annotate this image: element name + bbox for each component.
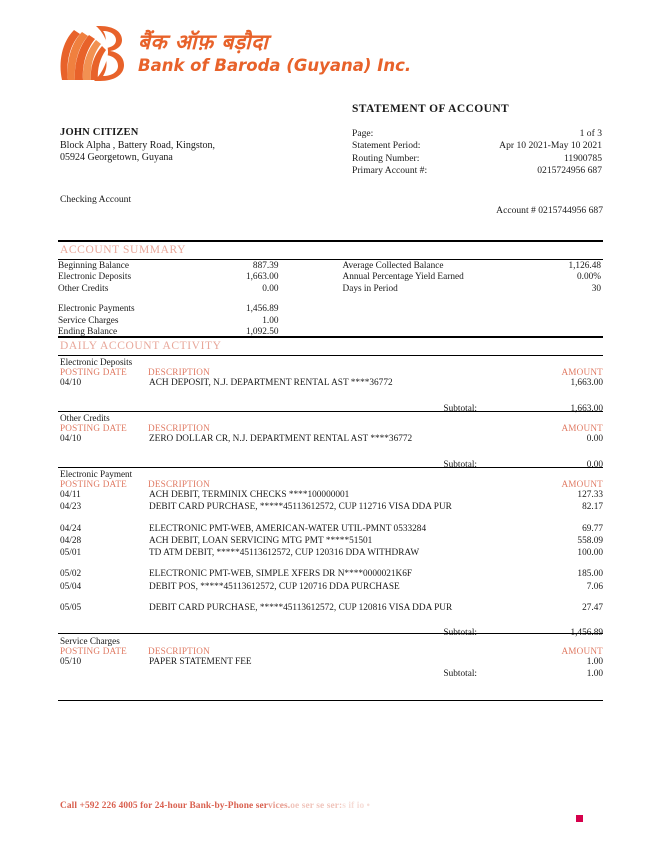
- statement-meta-block: [352, 128, 602, 178]
- txn-amount: 1,663.00: [570, 378, 603, 388]
- txn-description: ZERO DOLLAR CR, N.J. DEPARTMENT RENTAL AST ****36772: [149, 434, 413, 444]
- table-row: [58, 602, 603, 614]
- subtotal-value: 1,663.00: [570, 404, 603, 415]
- column-header-posting-date: POSTING DATE: [60, 423, 127, 433]
- table-row: [58, 581, 603, 593]
- activity-rule-bottom: [58, 700, 603, 701]
- column-header-posting-date: POSTING DATE: [60, 367, 127, 377]
- summary-label: Annual Percentage Yield Earned: [342, 272, 464, 283]
- subtotal-row: [58, 668, 603, 680]
- txn-amount: 69.77: [582, 523, 603, 534]
- subtotal-label: Subtotal:: [443, 460, 477, 471]
- subtotal-label: Subtotal:: [443, 628, 477, 639]
- account-type-label: Checking Account: [60, 194, 132, 205]
- summary-value: 0.00: [262, 283, 279, 294]
- summary-value: 1,456.89: [245, 304, 279, 315]
- summary-left-column: [58, 261, 331, 338]
- txn-description: TD ATM DEBIT, *****45113612572, CUP 120316 DDA WITHDRAW: [149, 548, 420, 559]
- column-header-amount: AMOUNT: [561, 479, 603, 489]
- table-row: [58, 656, 603, 668]
- summary-value: 30: [591, 283, 601, 294]
- txn-date: 05/10: [60, 657, 82, 667]
- column-header-amount: AMOUNT: [561, 423, 603, 433]
- summary-value: 0.00%: [576, 272, 601, 283]
- activity-section-title: [58, 339, 603, 353]
- table-row: [58, 377, 603, 389]
- bank-name-english: Bank of Baroda (Guyana) Inc.: [138, 55, 412, 75]
- group-name: Electronic Deposits: [60, 357, 133, 367]
- txn-date: 04/28: [60, 535, 82, 546]
- footer-text-faded-1: vices.: [267, 801, 291, 811]
- txn-date: 04/11: [60, 490, 81, 500]
- column-headers: [58, 479, 603, 489]
- txn-date: 04/23: [60, 502, 82, 513]
- txn-date: 05/04: [60, 581, 82, 592]
- txn-amount: 100.00: [577, 548, 603, 559]
- column-header-amount: AMOUNT: [561, 646, 603, 656]
- footer-color-mark: [576, 815, 583, 822]
- column-header-amount: AMOUNT: [561, 367, 603, 377]
- summary-label: Other Credits: [58, 283, 109, 294]
- meta-label: Primary Account #:: [352, 165, 428, 177]
- txn-amount: 82.17: [582, 502, 603, 513]
- txn-date: 05/02: [60, 569, 82, 580]
- txn-description: ELECTRONIC PMT-WEB, AMERICAN-WATER UTIL-PMNT 0533284: [149, 523, 427, 534]
- table-row: [58, 547, 603, 559]
- txn-amount: 127.33: [577, 490, 603, 500]
- txn-amount: 7.06: [586, 581, 603, 592]
- txn-amount: 27.47: [582, 603, 603, 614]
- txn-description: PAPER STATEMENT FEE: [149, 657, 252, 667]
- meta-label: Statement Period:: [352, 140, 421, 152]
- summary-label: Beginning Balance: [58, 261, 129, 271]
- column-headers: [58, 367, 603, 377]
- subtotal-value: 0.00: [586, 460, 603, 471]
- summary-rule-top: [58, 240, 603, 242]
- txn-date: 04/24: [60, 523, 82, 534]
- summary-label: Electronic Payments: [58, 304, 135, 315]
- txn-description: ACH DEPOSIT, N.J. DEPARTMENT RENTAL AST ****36772: [149, 378, 393, 388]
- meta-label: Page:: [352, 128, 374, 139]
- summary-label: Service Charges: [58, 315, 119, 326]
- subtotal-label: Subtotal:: [443, 404, 477, 415]
- bank-logo-masthead: [56, 22, 411, 84]
- activity-group-other-credits: [58, 412, 603, 471]
- txn-description: ACH DEBIT, LOAN SERVICING MTG PMT *****51501: [149, 535, 373, 546]
- table-row: [58, 433, 603, 445]
- summary-label: Ending Balance: [58, 327, 118, 338]
- subtotal-label: Subtotal:: [443, 669, 477, 680]
- footer-text-faded-2: oe ser se ser:: [290, 801, 343, 811]
- txn-amount: 558.09: [577, 535, 603, 546]
- summary-label: Days in Period: [342, 283, 398, 294]
- summary-row-electronic-deposits: [58, 272, 331, 283]
- table-row: [58, 535, 603, 547]
- footer-text-faded-3: s if io •: [342, 801, 371, 811]
- customer-address-line2: 05924 Georgetown, Guyana: [60, 152, 173, 164]
- summary-value: 1,092.50: [245, 327, 279, 338]
- summary-row-days-in-period: [343, 284, 604, 295]
- bank-name-hindi: बैंक ऑफ़ बड़ौदा: [138, 29, 269, 54]
- page-title: STATEMENT OF ACCOUNT: [352, 103, 510, 115]
- meta-row-page: [352, 128, 602, 140]
- meta-label: Routing Number:: [352, 152, 420, 164]
- subtotal-value: 1,456.89: [570, 628, 603, 639]
- table-row: [58, 489, 603, 501]
- summary-value: 1.00: [262, 315, 279, 326]
- activity-group-electronic-payment: [58, 468, 603, 639]
- footer-contact-note: [60, 801, 370, 811]
- meta-row-statement-period: [352, 140, 602, 152]
- summary-row-beginning-balance: [58, 261, 331, 272]
- summary-value: 1,126.48: [568, 261, 601, 271]
- customer-address-line1: Block Alpha , Battery Road, Kingston,: [60, 139, 215, 151]
- meta-row-routing-number: [352, 153, 602, 165]
- summary-value: 1,663.00: [245, 272, 279, 283]
- activity-title-text: DAILY ACCOUNT ACTIVITY: [60, 340, 222, 352]
- subtotal-value: 1.00: [586, 669, 603, 680]
- customer-name: JOHN CITIZEN: [60, 127, 139, 138]
- txn-amount: 0.00: [586, 434, 603, 444]
- meta-value: 11900785: [563, 152, 602, 164]
- txn-description: DEBIT CARD PURCHASE, *****45113612572, CUP 120816 VISA DDA PUR: [149, 603, 453, 614]
- txn-date: 05/01: [60, 548, 82, 559]
- column-headers: [58, 423, 603, 433]
- summary-right-column: [331, 261, 604, 338]
- group-name: Other Credits: [60, 413, 110, 423]
- column-headers: [58, 646, 603, 656]
- meta-row-primary-account: [352, 165, 602, 177]
- column-header-description: DESCRIPTION: [148, 367, 210, 377]
- footer-text-main: Call +592 226 4005 for 24-hour Bank-by-Phone ser: [60, 801, 268, 811]
- column-header-posting-date: POSTING DATE: [60, 646, 127, 656]
- meta-value: 1 of 3: [579, 128, 602, 139]
- summary-value: 887.39: [252, 261, 279, 271]
- summary-section-title: [58, 243, 603, 257]
- group-name: Electronic Payment: [60, 469, 133, 479]
- activity-group-service-charges: [58, 635, 603, 680]
- summary-rule-under-title: [58, 259, 603, 260]
- txn-amount: 185.00: [577, 569, 603, 580]
- activity-rule-top: [58, 336, 603, 338]
- table-row: [58, 568, 603, 580]
- txn-date: 04/10: [60, 378, 82, 388]
- group-name: Service Charges: [60, 636, 120, 646]
- customer-address-block: [60, 127, 215, 165]
- activity-group-electronic-deposits: [58, 356, 603, 415]
- txn-date: 05/05: [60, 603, 82, 614]
- meta-value: Apr 10 2021-May 10 2021: [499, 140, 602, 152]
- txn-amount: 1.00: [586, 657, 603, 667]
- txn-date: 04/10: [60, 434, 82, 444]
- table-row: [58, 501, 603, 513]
- column-header-description: DESCRIPTION: [148, 646, 210, 656]
- summary-spacer: [58, 295, 331, 304]
- column-header-description: DESCRIPTION: [148, 423, 210, 433]
- txn-description: DEBIT CARD PURCHASE, *****45113612572, CUP 112716 VISA DDA PUR: [149, 502, 452, 513]
- account-summary-table: [58, 261, 603, 338]
- summary-row-apy-earned: [343, 272, 604, 283]
- summary-label: Electronic Deposits: [58, 272, 132, 283]
- table-row: [58, 523, 603, 535]
- txn-description: ACH DEBIT, TERMINIX CHECKS ****100000001: [149, 490, 350, 500]
- column-header-posting-date: POSTING DATE: [60, 479, 127, 489]
- summary-row-other-credits: [58, 284, 331, 295]
- bank-of-baroda-b-logo-icon: [56, 22, 134, 84]
- summary-title-text: ACCOUNT SUMMARY: [60, 244, 187, 256]
- txn-description: ELECTRONIC PMT-WEB, SIMPLE XFERS DR N****0000021K6F: [149, 569, 413, 580]
- summary-row-electronic-payments: [58, 304, 331, 315]
- group3-rule-bottom: [58, 633, 603, 634]
- summary-label: Average Collected Balance: [342, 261, 444, 271]
- txn-description: DEBIT POS, *****45113612572, CUP 120716 DDA PURCHASE: [149, 581, 400, 592]
- meta-value: 0215724956 687: [537, 165, 602, 177]
- summary-row-service-charges: [58, 316, 331, 327]
- summary-row-average-collected-balance: [343, 261, 604, 272]
- account-number-label: Account # 0215744956 687: [496, 205, 603, 216]
- column-header-description: DESCRIPTION: [148, 479, 210, 489]
